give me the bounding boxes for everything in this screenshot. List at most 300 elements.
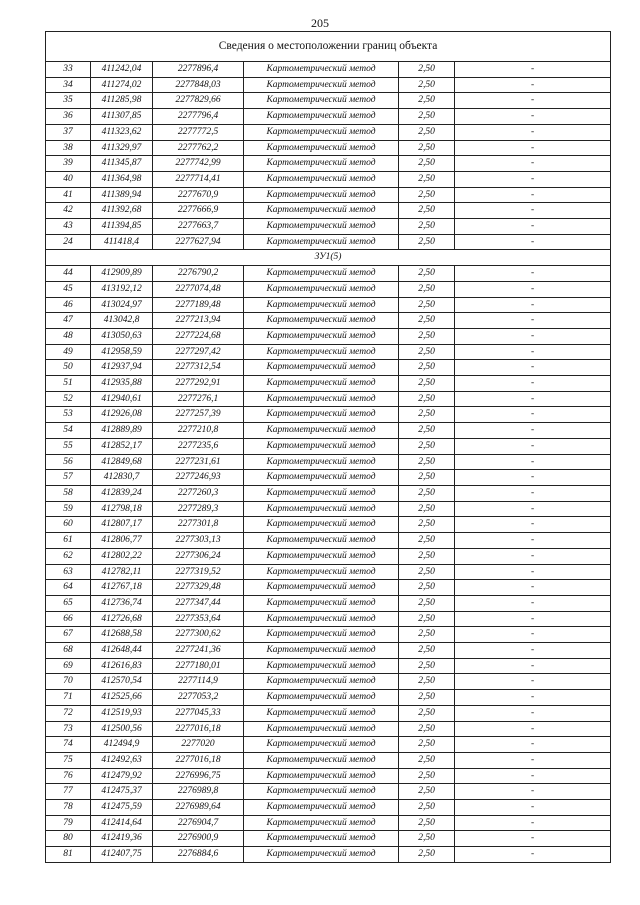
coord-x-cell: 412494,9 (91, 737, 153, 753)
table-row (46, 737, 611, 753)
accuracy-cell: 2,50 (399, 564, 455, 580)
coord-y-cell: 2276989,8 (153, 784, 244, 800)
accuracy-cell: 2,50 (399, 328, 455, 344)
table-row (46, 831, 611, 847)
point-number-cell: 62 (46, 548, 91, 564)
coord-x-cell: 412475,37 (91, 784, 153, 800)
description-cell: - (455, 376, 611, 392)
accuracy-cell: 2,50 (399, 784, 455, 800)
coord-y-cell: 2277114,9 (153, 674, 244, 690)
accuracy-cell: 2,50 (399, 643, 455, 659)
accuracy-cell: 2,50 (399, 611, 455, 627)
coord-x-cell: 413050,63 (91, 328, 153, 344)
description-cell: - (455, 533, 611, 549)
point-number-cell: 34 (46, 77, 91, 93)
point-number-cell: 42 (46, 203, 91, 219)
table-row (46, 674, 611, 690)
point-number-cell: 44 (46, 266, 91, 282)
coord-y-cell: 2277045,33 (153, 705, 244, 721)
table-row (46, 580, 611, 596)
table-row (46, 705, 611, 721)
table-row (46, 501, 611, 517)
coord-y-cell: 2277347,44 (153, 595, 244, 611)
accuracy-cell: 2,50 (399, 454, 455, 470)
table-row (46, 627, 611, 643)
coord-y-cell: 2277276,1 (153, 391, 244, 407)
coord-x-cell: 412736,74 (91, 595, 153, 611)
point-number-cell: 73 (46, 721, 91, 737)
coord-x-cell: 412419,36 (91, 831, 153, 847)
point-number-cell: 36 (46, 109, 91, 125)
table-row (46, 77, 611, 93)
point-number-cell: 71 (46, 690, 91, 706)
coord-x-cell: 412926,08 (91, 407, 153, 423)
coord-x-cell: 412852,17 (91, 438, 153, 454)
table-row (46, 595, 611, 611)
coord-x-cell: 412407,75 (91, 847, 153, 863)
table-row (46, 297, 611, 313)
table-row (46, 438, 611, 454)
accuracy-cell: 2,50 (399, 140, 455, 156)
method-cell: Картометрический метод (244, 470, 399, 486)
description-cell: - (455, 266, 611, 282)
description-cell: - (455, 705, 611, 721)
accuracy-cell: 2,50 (399, 658, 455, 674)
point-number-cell: 72 (46, 705, 91, 721)
table-row (46, 313, 611, 329)
table-row (46, 564, 611, 580)
point-number-cell: 81 (46, 847, 91, 863)
table-row (46, 721, 611, 737)
description-cell: - (455, 109, 611, 125)
point-number-cell: 61 (46, 533, 91, 549)
method-cell: Картометрический метод (244, 533, 399, 549)
description-cell: - (455, 438, 611, 454)
coord-y-cell: 2277666,9 (153, 203, 244, 219)
method-cell: Картометрический метод (244, 203, 399, 219)
accuracy-cell: 2,50 (399, 485, 455, 501)
coord-y-cell: 2277210,8 (153, 423, 244, 439)
coord-y-cell: 2277353,64 (153, 611, 244, 627)
description-cell: - (455, 124, 611, 140)
method-cell: Картометрический метод (244, 595, 399, 611)
description-cell: - (455, 77, 611, 93)
method-cell: Картометрический метод (244, 580, 399, 596)
description-cell: - (455, 517, 611, 533)
description-cell: - (455, 485, 611, 501)
point-number-cell: 69 (46, 658, 91, 674)
coord-x-cell: 411307,85 (91, 109, 153, 125)
coord-y-cell: 2277714,41 (153, 171, 244, 187)
section-heading: ЗУ1(5) (46, 250, 611, 266)
method-cell: Картометрический метод (244, 611, 399, 627)
boundary-table-body (46, 32, 611, 863)
coord-x-cell: 412798,18 (91, 501, 153, 517)
point-number-cell: 76 (46, 768, 91, 784)
point-number-cell: 80 (46, 831, 91, 847)
description-cell: - (455, 281, 611, 297)
accuracy-cell: 2,50 (399, 234, 455, 250)
description-cell: - (455, 140, 611, 156)
coord-y-cell: 2276996,75 (153, 768, 244, 784)
point-number-cell: 49 (46, 344, 91, 360)
description-cell: - (455, 674, 611, 690)
table-row (46, 643, 611, 659)
method-cell: Картометрический метод (244, 737, 399, 753)
coord-y-cell: 2276900,9 (153, 831, 244, 847)
description-cell: - (455, 831, 611, 847)
description-cell: - (455, 203, 611, 219)
accuracy-cell: 2,50 (399, 171, 455, 187)
method-cell: Картометрический метод (244, 674, 399, 690)
coord-x-cell: 412492,63 (91, 752, 153, 768)
table-row (46, 171, 611, 187)
table-title-row (46, 32, 611, 62)
description-cell: - (455, 62, 611, 78)
point-number-cell: 41 (46, 187, 91, 203)
method-cell: Картометрический метод (244, 454, 399, 470)
table-row (46, 360, 611, 376)
accuracy-cell: 2,50 (399, 313, 455, 329)
description-cell: - (455, 627, 611, 643)
description-cell: - (455, 847, 611, 863)
table-row (46, 344, 611, 360)
coord-y-cell: 2277246,93 (153, 470, 244, 486)
description-cell: - (455, 548, 611, 564)
description-cell: - (455, 564, 611, 580)
table-row (46, 376, 611, 392)
table-row (46, 784, 611, 800)
coord-y-cell: 2277257,39 (153, 407, 244, 423)
point-number-cell: 60 (46, 517, 91, 533)
accuracy-cell: 2,50 (399, 344, 455, 360)
point-number-cell: 55 (46, 438, 91, 454)
accuracy-cell: 2,50 (399, 847, 455, 863)
table-row (46, 109, 611, 125)
accuracy-cell: 2,50 (399, 752, 455, 768)
accuracy-cell: 2,50 (399, 674, 455, 690)
coord-x-cell: 412889,89 (91, 423, 153, 439)
method-cell: Картометрический метод (244, 423, 399, 439)
coord-x-cell: 412767,18 (91, 580, 153, 596)
table-title: Сведения о местоположении границ объекта (46, 32, 611, 62)
description-cell: - (455, 815, 611, 831)
accuracy-cell: 2,50 (399, 815, 455, 831)
accuracy-cell: 2,50 (399, 391, 455, 407)
description-cell: - (455, 297, 611, 313)
method-cell: Картометрический метод (244, 62, 399, 78)
accuracy-cell: 2,50 (399, 705, 455, 721)
accuracy-cell: 2,50 (399, 721, 455, 737)
description-cell: - (455, 800, 611, 816)
point-number-cell: 54 (46, 423, 91, 439)
table-row (46, 407, 611, 423)
table-row (46, 423, 611, 439)
point-number-cell: 70 (46, 674, 91, 690)
method-cell: Картометрический метод (244, 501, 399, 517)
table-row (46, 548, 611, 564)
accuracy-cell: 2,50 (399, 93, 455, 109)
method-cell: Картометрический метод (244, 815, 399, 831)
accuracy-cell: 2,50 (399, 219, 455, 235)
accuracy-cell: 2,50 (399, 627, 455, 643)
coord-y-cell: 2277074,48 (153, 281, 244, 297)
coord-y-cell: 2277663,7 (153, 219, 244, 235)
coord-x-cell: 411394,85 (91, 219, 153, 235)
coord-y-cell: 2276884,6 (153, 847, 244, 863)
point-number-cell: 64 (46, 580, 91, 596)
table-row (46, 690, 611, 706)
accuracy-cell: 2,50 (399, 203, 455, 219)
point-number-cell: 40 (46, 171, 91, 187)
coord-y-cell: 2277303,13 (153, 533, 244, 549)
accuracy-cell: 2,50 (399, 77, 455, 93)
coord-x-cell: 412616,83 (91, 658, 153, 674)
section-heading-row (46, 250, 611, 266)
description-cell: - (455, 784, 611, 800)
method-cell: Картометрический метод (244, 643, 399, 659)
method-cell: Картометрический метод (244, 407, 399, 423)
method-cell: Картометрический метод (244, 376, 399, 392)
description-cell: - (455, 737, 611, 753)
point-number-cell: 52 (46, 391, 91, 407)
coord-x-cell: 412570,54 (91, 674, 153, 690)
point-number-cell: 57 (46, 470, 91, 486)
table-row (46, 156, 611, 172)
coord-y-cell: 2277772,5 (153, 124, 244, 140)
coord-y-cell: 2277896,4 (153, 62, 244, 78)
method-cell: Картометрический метод (244, 281, 399, 297)
method-cell: Картометрический метод (244, 344, 399, 360)
coord-x-cell: 412519,93 (91, 705, 153, 721)
description-cell: - (455, 328, 611, 344)
description-cell: - (455, 234, 611, 250)
table-row (46, 266, 611, 282)
table-row (46, 328, 611, 344)
method-cell: Картометрический метод (244, 93, 399, 109)
method-cell: Картометрический метод (244, 328, 399, 344)
coord-y-cell: 2277020 (153, 737, 244, 753)
table-row (46, 281, 611, 297)
coord-y-cell: 2277297,42 (153, 344, 244, 360)
method-cell: Картометрический метод (244, 187, 399, 203)
method-cell: Картометрический метод (244, 658, 399, 674)
method-cell: Картометрический метод (244, 517, 399, 533)
accuracy-cell: 2,50 (399, 156, 455, 172)
table-row (46, 752, 611, 768)
method-cell: Картометрический метод (244, 156, 399, 172)
coord-y-cell: 2276989,64 (153, 800, 244, 816)
method-cell: Картометрический метод (244, 564, 399, 580)
table-row (46, 768, 611, 784)
description-cell: - (455, 454, 611, 470)
coord-y-cell: 2277829,66 (153, 93, 244, 109)
accuracy-cell: 2,50 (399, 831, 455, 847)
coord-x-cell: 411242,04 (91, 62, 153, 78)
method-cell: Картометрический метод (244, 705, 399, 721)
method-cell: Картометрический метод (244, 438, 399, 454)
coord-y-cell: 2277180,01 (153, 658, 244, 674)
point-number-cell: 47 (46, 313, 91, 329)
coord-x-cell: 412726,68 (91, 611, 153, 627)
description-cell: - (455, 501, 611, 517)
point-number-cell: 45 (46, 281, 91, 297)
point-number-cell: 59 (46, 501, 91, 517)
coord-x-cell: 412937,94 (91, 360, 153, 376)
accuracy-cell: 2,50 (399, 281, 455, 297)
accuracy-cell: 2,50 (399, 360, 455, 376)
table-row (46, 234, 611, 250)
method-cell: Картометрический метод (244, 752, 399, 768)
coord-x-cell: 411392,68 (91, 203, 153, 219)
method-cell: Картометрический метод (244, 234, 399, 250)
table-row (46, 203, 611, 219)
page-number: 205 (311, 16, 329, 30)
description-cell: - (455, 768, 611, 784)
coord-x-cell: 411345,87 (91, 156, 153, 172)
method-cell: Картометрический метод (244, 485, 399, 501)
coord-y-cell: 2277241,36 (153, 643, 244, 659)
point-number-cell: 51 (46, 376, 91, 392)
coord-y-cell: 2277762,2 (153, 140, 244, 156)
coord-y-cell: 2277053,2 (153, 690, 244, 706)
coord-x-cell: 411323,62 (91, 124, 153, 140)
point-number-cell: 66 (46, 611, 91, 627)
point-number-cell: 46 (46, 297, 91, 313)
accuracy-cell: 2,50 (399, 376, 455, 392)
table-row (46, 658, 611, 674)
coord-x-cell: 412688,58 (91, 627, 153, 643)
coord-y-cell: 2277796,4 (153, 109, 244, 125)
coord-y-cell: 2277300,62 (153, 627, 244, 643)
description-cell: - (455, 690, 611, 706)
boundary-table (45, 31, 611, 863)
description-cell: - (455, 407, 611, 423)
point-number-cell: 78 (46, 800, 91, 816)
point-number-cell: 63 (46, 564, 91, 580)
table-row (46, 93, 611, 109)
table-row (46, 62, 611, 78)
description-cell: - (455, 93, 611, 109)
point-number-cell: 77 (46, 784, 91, 800)
point-number-cell: 79 (46, 815, 91, 831)
method-cell: Картометрический метод (244, 847, 399, 863)
accuracy-cell: 2,50 (399, 595, 455, 611)
description-cell: - (455, 611, 611, 627)
accuracy-cell: 2,50 (399, 187, 455, 203)
coord-x-cell: 412830,7 (91, 470, 153, 486)
method-cell: Картометрический метод (244, 140, 399, 156)
accuracy-cell: 2,50 (399, 124, 455, 140)
description-cell: - (455, 595, 611, 611)
description-cell: - (455, 156, 611, 172)
description-cell: - (455, 643, 611, 659)
method-cell: Картометрический метод (244, 627, 399, 643)
coord-y-cell: 2277670,9 (153, 187, 244, 203)
coord-y-cell: 2277306,24 (153, 548, 244, 564)
point-number-cell: 24 (46, 234, 91, 250)
coord-x-cell: 412839,24 (91, 485, 153, 501)
accuracy-cell: 2,50 (399, 690, 455, 706)
coord-x-cell: 412500,56 (91, 721, 153, 737)
coord-y-cell: 2277016,18 (153, 721, 244, 737)
description-cell: - (455, 313, 611, 329)
coord-x-cell: 412525,66 (91, 690, 153, 706)
point-number-cell: 38 (46, 140, 91, 156)
coord-x-cell: 411329,97 (91, 140, 153, 156)
coord-x-cell: 411285,98 (91, 93, 153, 109)
accuracy-cell: 2,50 (399, 109, 455, 125)
description-cell: - (455, 344, 611, 360)
coord-y-cell: 2277742,99 (153, 156, 244, 172)
method-cell: Картометрический метод (244, 313, 399, 329)
point-number-cell: 53 (46, 407, 91, 423)
point-number-cell: 50 (46, 360, 91, 376)
coord-y-cell: 2277292,91 (153, 376, 244, 392)
coord-x-cell: 412802,22 (91, 548, 153, 564)
table-row (46, 124, 611, 140)
method-cell: Картометрический метод (244, 109, 399, 125)
coord-x-cell: 412806,77 (91, 533, 153, 549)
description-cell: - (455, 187, 611, 203)
point-number-cell: 65 (46, 595, 91, 611)
table-row (46, 611, 611, 627)
method-cell: Картометрический метод (244, 266, 399, 282)
method-cell: Картометрический метод (244, 219, 399, 235)
table-row (46, 847, 611, 863)
accuracy-cell: 2,50 (399, 533, 455, 549)
table-row (46, 517, 611, 533)
table-row (46, 454, 611, 470)
description-cell: - (455, 423, 611, 439)
description-cell: - (455, 391, 611, 407)
coord-x-cell: 413192,12 (91, 281, 153, 297)
method-cell: Картометрический метод (244, 768, 399, 784)
coord-y-cell: 2277016,18 (153, 752, 244, 768)
coord-x-cell: 412782,11 (91, 564, 153, 580)
point-number-cell: 35 (46, 93, 91, 109)
coord-y-cell: 2277329,48 (153, 580, 244, 596)
table-row (46, 815, 611, 831)
coord-x-cell: 412648,44 (91, 643, 153, 659)
coord-y-cell: 2277260,3 (153, 485, 244, 501)
accuracy-cell: 2,50 (399, 800, 455, 816)
accuracy-cell: 2,50 (399, 266, 455, 282)
method-cell: Картометрический метод (244, 690, 399, 706)
point-number-cell: 56 (46, 454, 91, 470)
coord-y-cell: 2276790,2 (153, 266, 244, 282)
coord-x-cell: 412807,17 (91, 517, 153, 533)
method-cell: Картометрический метод (244, 391, 399, 407)
accuracy-cell: 2,50 (399, 407, 455, 423)
table-row (46, 470, 611, 486)
accuracy-cell: 2,50 (399, 580, 455, 596)
coord-x-cell: 411389,94 (91, 187, 153, 203)
table-row (46, 533, 611, 549)
method-cell: Картометрический метод (244, 548, 399, 564)
table-row (46, 800, 611, 816)
point-number-cell: 68 (46, 643, 91, 659)
coord-y-cell: 2277627,94 (153, 234, 244, 250)
coord-x-cell: 413042,8 (91, 313, 153, 329)
coord-x-cell: 412414,64 (91, 815, 153, 831)
method-cell: Картометрический метод (244, 171, 399, 187)
point-number-cell: 43 (46, 219, 91, 235)
point-number-cell: 39 (46, 156, 91, 172)
point-number-cell: 75 (46, 752, 91, 768)
point-number-cell: 33 (46, 62, 91, 78)
point-number-cell: 74 (46, 737, 91, 753)
